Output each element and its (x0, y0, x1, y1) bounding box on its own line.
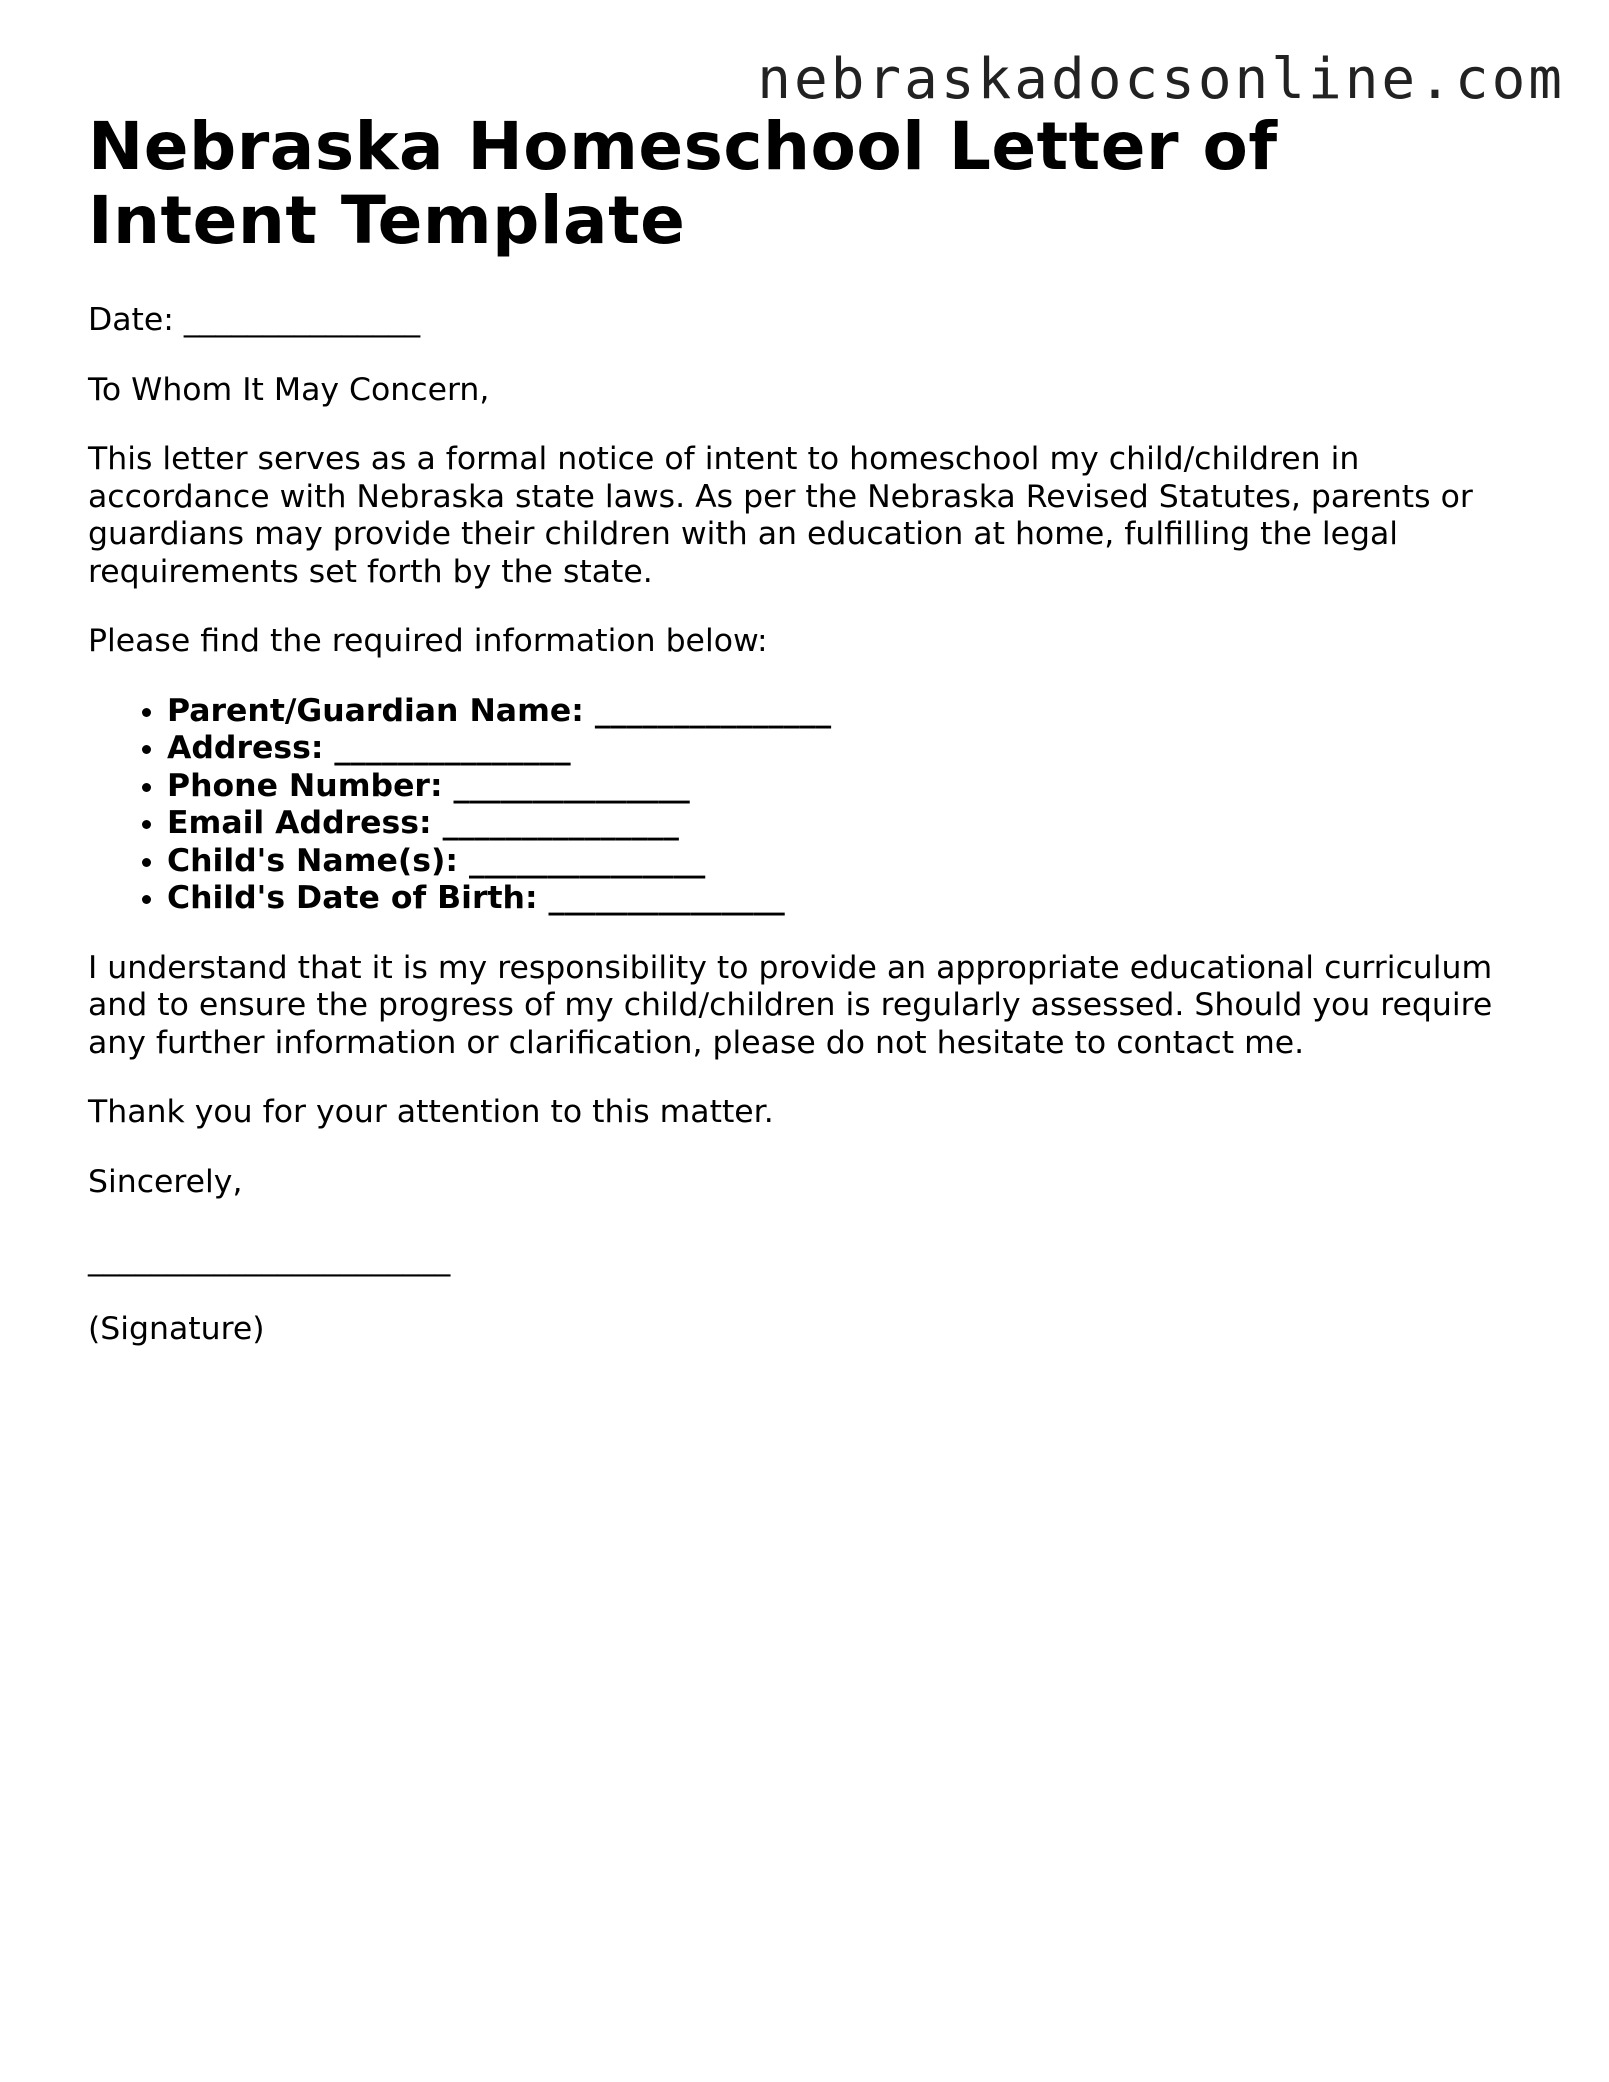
date-line: Date: _______________ (88, 302, 421, 338)
list-item-child-name: • Child's Name(s): _______________ (167, 843, 1518, 881)
intro-paragraph: This letter serves as a formal notice of intent to homeschool my child/children in accordance with Nebraska state laws. As per the Nebraska Revised Statutes, parents or guardians may provide their children with an education at home, fulfilling the legal requirements set forth by the state. (88, 441, 1473, 590)
page-title: Nebraska Homeschool Letter of Intent Template (88, 108, 1278, 259)
list-item-phone: • Phone Number: _______________ (167, 768, 1518, 806)
signature-label: (Signature) (88, 1310, 265, 1347)
closing-line: Sincerely, (88, 1163, 243, 1200)
signature-line: _______________________ (88, 1241, 451, 1277)
list-item-address: • Address: _______________ (167, 730, 1518, 768)
responsibility-paragraph: I understand that it is my responsibility to provide an appropriate educational curriculum and to ensure the progress of my child/children is regularly assessed. Should you require any further information or clarification, please do not hesitate to contact me. (88, 949, 1493, 1061)
salutation: To Whom It May Concern, (88, 371, 490, 408)
thanks-line: Thank you for your attention to this matter. (88, 1094, 774, 1130)
list-item-parent-name: • Parent/Guardian Name: _______________ (167, 693, 1518, 731)
list-item-child-dob: • Child's Date of Birth: _______________ (167, 880, 1518, 918)
list-item-email: • Email Address: _______________ (167, 805, 1518, 843)
required-info-list (88, 693, 1518, 918)
site-watermark: nebraskadocsonline.com (757, 47, 1565, 112)
letter-document (88, 110, 1518, 1380)
find-info-line: Please find the required information below: (88, 623, 768, 659)
